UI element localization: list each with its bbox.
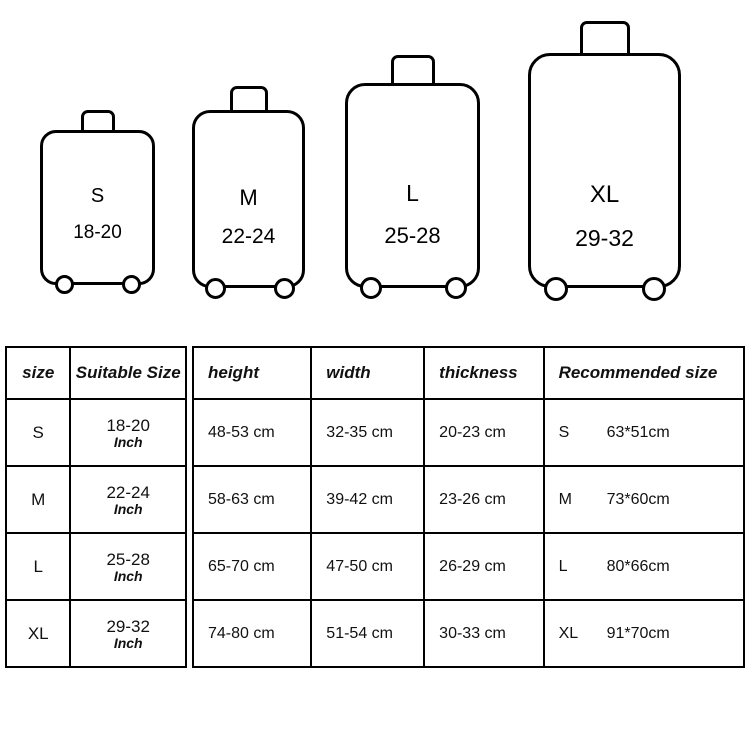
table-row [6, 399, 186, 466]
luggage-label-inches: 29-32 [575, 225, 634, 251]
cell-suitable-size [70, 466, 186, 533]
suitable-size-table [5, 346, 187, 668]
recommended-size-label: M [558, 490, 572, 508]
header-thickness: thickness [424, 347, 543, 399]
suitable-value: 25-28 [106, 549, 150, 569]
table-header-row [193, 347, 744, 399]
header-suitable-size: Suitable Size [70, 347, 186, 399]
table-row [193, 600, 744, 667]
cell-suitable-size [70, 600, 186, 667]
cell-recommended [544, 533, 744, 600]
recommended-size-value: 80*66cm [606, 557, 670, 575]
table-row [6, 466, 186, 533]
cell-thickness: 30-33 cm [424, 600, 543, 667]
luggage-case-s [40, 130, 155, 300]
cell-thickness: 23-26 cm [424, 466, 543, 533]
cell-width: 39-42 cm [311, 466, 424, 533]
cell-size: L [6, 533, 70, 600]
cell-thickness: 20-23 cm [424, 399, 543, 466]
cell-width: 32-35 cm [311, 399, 424, 466]
recommended-size-label: L [558, 557, 568, 575]
luggage-label-size: XL [589, 181, 620, 208]
luggage-wheel-icon [360, 277, 382, 299]
luggage-wheel-icon [642, 277, 666, 301]
suitable-unit: Inch [113, 500, 143, 517]
luggage-body [528, 53, 681, 288]
table-header-row [6, 347, 186, 399]
table-row [193, 533, 744, 600]
luggage-label-size: L [406, 180, 419, 206]
cell-height: 65-70 cm [193, 533, 311, 600]
cell-height: 58-63 cm [193, 466, 311, 533]
luggage-handle-icon [81, 110, 115, 132]
cell-height: 74-80 cm [193, 600, 311, 667]
luggage-case-xl [528, 53, 681, 301]
cell-suitable-size [70, 533, 186, 600]
luggage-wheel-icon [544, 277, 568, 301]
luggage-label-inches: 22-24 [221, 225, 276, 248]
recommended-size-value: 63*51cm [606, 423, 670, 441]
recommended-size-label: S [558, 423, 570, 441]
suitable-unit: Inch [113, 567, 143, 584]
luggage-wheel-icon [55, 275, 74, 294]
recommended-size-value: 73*60cm [606, 490, 670, 508]
suitable-unit: Inch [113, 433, 143, 450]
table-row [193, 466, 744, 533]
cell-recommended [544, 466, 744, 533]
luggage-label-size: S [90, 185, 105, 207]
header-width: width [311, 347, 424, 399]
dimensions-table [192, 346, 745, 668]
suitable-value: 29-32 [106, 616, 150, 636]
luggage-wheel-icon [445, 277, 467, 299]
header-recommended-size: Recommended size [544, 347, 744, 399]
cell-size: XL [6, 600, 70, 667]
cell-size: S [6, 399, 70, 466]
luggage-wheel-icon [122, 275, 141, 294]
suitable-value: 22-24 [106, 482, 150, 502]
luggage-handle-icon [391, 55, 435, 85]
luggage-wheel-icon [274, 278, 295, 299]
luggage-label-inches: 18-20 [73, 222, 122, 243]
cell-suitable-size [70, 399, 186, 466]
table-row [6, 600, 186, 667]
cell-height: 48-53 cm [193, 399, 311, 466]
luggage-label-inches: 25-28 [384, 223, 441, 248]
luggage-case-l [345, 83, 480, 301]
recommended-size-value: 91*70cm [606, 624, 670, 642]
luggage-illustration-group [0, 0, 750, 330]
cell-recommended [544, 600, 744, 667]
suitable-value: 18-20 [106, 415, 150, 435]
header-size: size [6, 347, 70, 399]
table-row [6, 533, 186, 600]
cell-width: 51-54 cm [311, 600, 424, 667]
luggage-handle-icon [580, 21, 630, 55]
luggage-label-size: M [239, 185, 258, 210]
cell-size: M [6, 466, 70, 533]
luggage-case-m [192, 110, 305, 300]
luggage-wheel-icon [205, 278, 226, 299]
cell-thickness: 26-29 cm [424, 533, 543, 600]
luggage-handle-icon [230, 86, 268, 112]
header-height: height [193, 347, 311, 399]
suitable-unit: Inch [113, 634, 143, 651]
cell-recommended [544, 399, 744, 466]
table-row [193, 399, 744, 466]
cell-width: 47-50 cm [311, 533, 424, 600]
recommended-size-label: XL [558, 624, 579, 642]
